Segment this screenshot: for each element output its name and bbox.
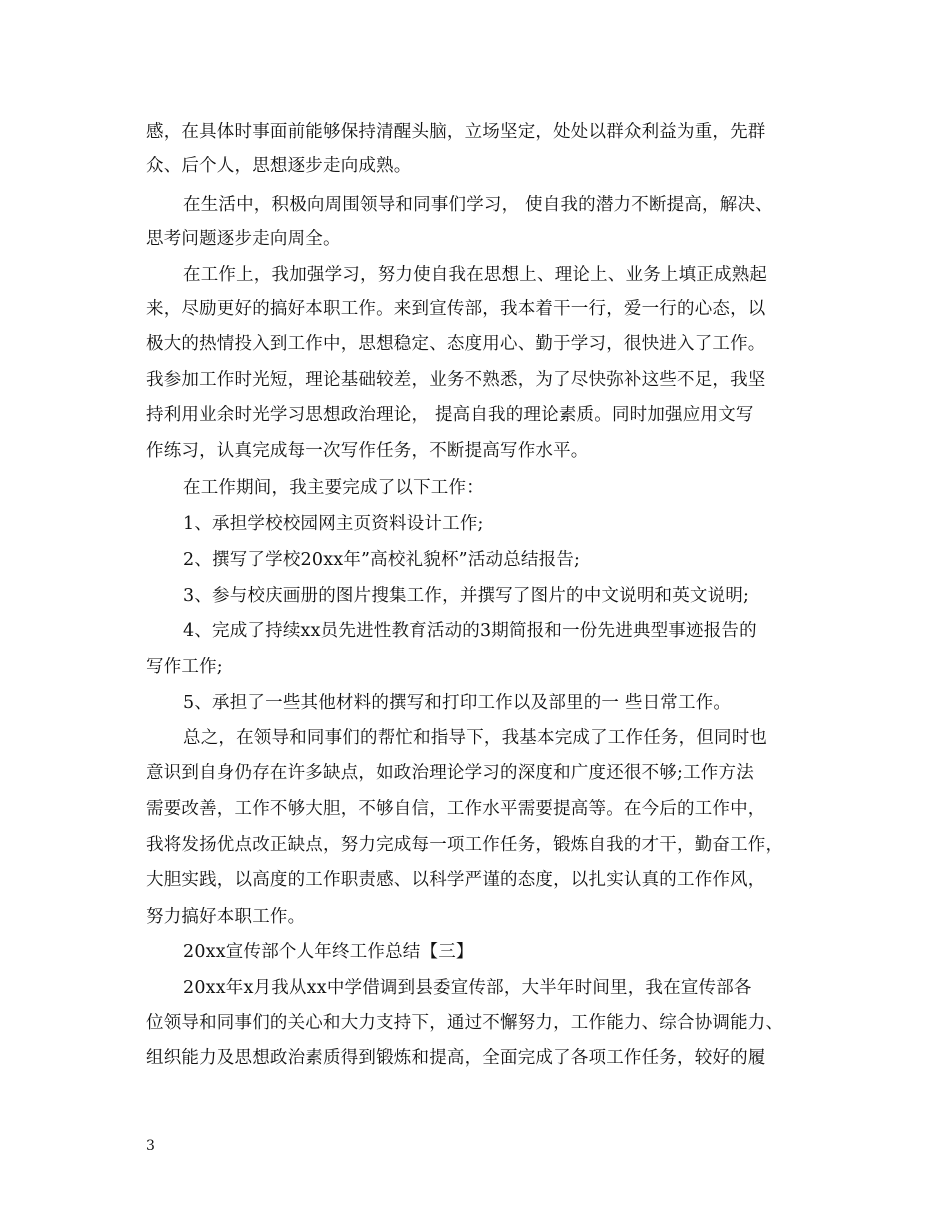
text-line: 总之，在领导和同事们的帮忙和指导下，我基本完成了工作任务，但同时也	[183, 728, 768, 748]
text-line: 努力搞好本职工作。	[146, 907, 306, 927]
text-line: 众、后个人，思想逐步走向成熟。	[146, 156, 412, 176]
text-line: 组织能力及思想政治素质得到锻炼和提高，全面完成了各项工作任务，较好的履	[146, 1048, 766, 1068]
text-line: 感，在具体时事面前能够保持清醒头脑，立场坚定，处处以群众利益为重，先群	[146, 122, 766, 142]
text-line: 位领导和同事们的关心和大力支持下，通过不懈努力，工作能力、综合协调能力、	[146, 1013, 784, 1033]
text-line: 需要改善，工作不够大胆，不够自信，工作水平需要提高等。在今后的工作中，	[146, 799, 766, 819]
list-item: 3、参与校庆画册的图片搜集工作，并撰写了图片的中文说明和英文说明;	[183, 586, 750, 606]
text-line: 来，尽励更好的搞好本职工作。来到宣传部，我本着干一行，爱一行的心态，以	[146, 299, 766, 319]
text-line: 我参加工作时光短，理论基础较差，业务不熟悉，为了尽快弥补这些不足，我坚	[146, 370, 766, 390]
text-line: 20xx年x月我从xx中学借调到县委宣传部，大半年时间里，我在宣传部各	[183, 978, 752, 998]
text-line: 在生活中，积极向周围领导和同事们学习， 使自我的潜力不断提高，解决、	[183, 195, 773, 215]
list-item: 4、完成了持续xx员先进性教育活动的3期简报和一份先进典型事迹报告的	[183, 621, 757, 641]
text-line: 思考问题逐步走向周全。	[146, 229, 341, 249]
text-line: 意识到自身仍存在许多缺点，如政治理论学习的深度和广度还很不够;工作方法	[146, 763, 754, 783]
page-number: 3	[146, 1138, 155, 1154]
text-line: 作练习，认真完成每一次写作任务，不断提高写作水平。	[146, 441, 589, 461]
text-line: 在工作期间，我主要完成了以下工作：	[183, 478, 484, 498]
text-line: 极大的热情投入到工作中，思想稳定、态度用心、勤于学习，很快进入了工作。	[146, 334, 766, 354]
list-item: 1、承担学校校园网主页资料设计工作;	[183, 514, 484, 534]
text-line: 大胆实践，以高度的工作职责感、以科学严谨的态度，以扎实认真的工作作风，	[146, 870, 766, 890]
text-line: 我将发扬优点改正缺点，努力完成每一项工作任务，锻炼自我的才干，勤奋工作，	[146, 835, 784, 855]
text-line: 在工作上，我加强学习，努力使自我在思想上、理论上、业务上填正成熟起	[183, 265, 768, 285]
text-line: 持利用业余时光学习思想政治理论， 提高自我的理论素质。同时加强应用文写	[146, 405, 754, 425]
text-line: 写作工作;	[146, 657, 223, 677]
section-heading: 20xx宣传部个人年终工作总结【三】	[183, 942, 474, 962]
list-item: 2、撰写了学校20xx年”高校礼貌杯”活动总结报告;	[183, 550, 581, 570]
list-item: 5、承担了一些其他材料的撰写和打印工作以及部里的一 些日常工作。	[183, 693, 732, 713]
